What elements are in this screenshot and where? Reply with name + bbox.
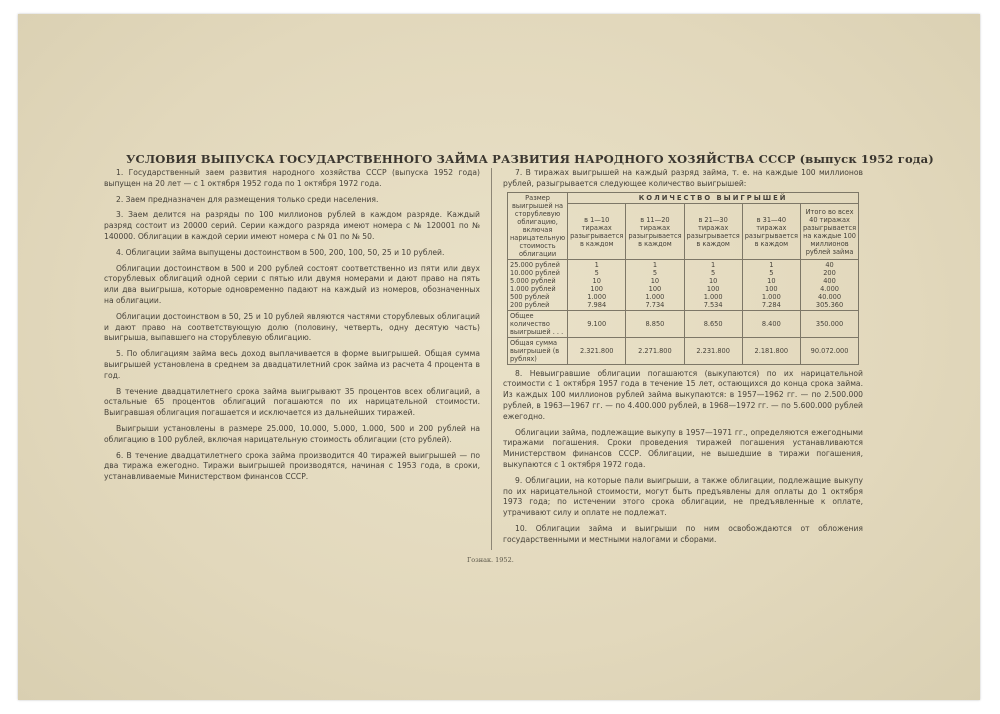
paragraph: 5. По облигациям займа весь доход выплачивается в форме выигрышей. Общая сумма выигрышей установлена в среднем за двадцатилетний срок займа из расчета 4 процента в год. (104, 349, 480, 380)
table-row: Общее количество выигрышей . . . 9.100 8.850 8.650 8.400 350.000 (508, 310, 859, 337)
paragraph: Облигации достоинством в 500 и 200 рублей состоят соответственно из пяти или двух сторублевых облигаций одной серии с пятью или двумя номерами и дают право на пять или два выигрыша, которые одновременно падают на каждый из номеров, обозначенных на облигации. (104, 263, 480, 305)
table-cells: 1 5 10 100 1.000 7.284 (742, 259, 800, 310)
paragraph: 7. В тиражах выигрышей на каждый разряд займа, т. е. на каждые 100 миллионов рублей, разыгрывается следующее количество выигрышей: (503, 168, 863, 188)
table-group-header: КОЛИЧЕСТВО ВЫИГРЫШЕЙ (568, 192, 859, 204)
right-column (503, 168, 863, 551)
left-column (104, 168, 480, 488)
paragraph: Облигации займа, подлежащие выкупу в 1957—1971 гг., определяются ежегодными тиражами погашения. Сроки проведения тиражей погашения устанавливаются Министерством финансов СССР. Облигации, не вышедшие в тиражи погашения, выкупаются с 1 октября 1972 года. (503, 427, 863, 469)
table-header-prize-size: Размер выигрышей на сторублевую облигацию, включая нарицательную стоимость облигации (508, 192, 568, 259)
paragraph: 4. Облигации займа выпущены достоинством в 500, 200, 100, 50, 25 и 10 рублей. (116, 247, 445, 257)
paragraph: 3. Заем делится на разряды по 100 миллионов рублей в каждом разряде. Каждый разряд состоит из 20000 серий. Серии каждого разряда имеют номера с № 120001 по № 140000. Облигации в каждой серии имеют номера с № 01 по № 50. (104, 210, 480, 241)
table-cells: 1 5 10 100 1.000 7.734 (626, 259, 684, 310)
paragraph: 10. Облигации займа и выигрыши по ним освобождаются от обложения государственными и местными налогами и сборами. (503, 523, 863, 544)
paragraph: 9. Облигации, на которые пали выигрыши, а также облигации, подлежащие выкупу по их нарицательной стоимости, могут быть предъявлены для оплаты до 1 октября 1973 года; по истечении этого срока облигации, не предъявленные к оплате, утрачивают силу и оплате не подлежат. (503, 475, 863, 518)
paragraph: Облигации достоинством в 50, 25 и 10 рублей являются частями сторублевых облигаций и дают право на соответствующую долю (половину, четверть, одну десятую часть) выигрыша, выпавшего на сторублевую облигацию. (104, 311, 480, 343)
table-cells: 1 5 10 100 1.000 7.534 (684, 259, 742, 310)
table-column-header: Итого во всех 40 тиражах разыгрывается на каждые 100 миллионов рублей займа (800, 204, 858, 259)
page-title: УСЛОВИЯ ВЫПУСКА ГОСУДАРСТВЕННОГО ЗАЙМА РАЗВИТИЯ НАРОДНОГО ХОЗЯЙСТВА СССР (выпуск 1952 года) (126, 152, 934, 166)
paragraph: 2. Заем предназначен для размещения только среди населения. (116, 194, 379, 204)
table-row-labels: 25.000 рублей 10.000 рублей 5.000 рублей 1.000 рублей 500 рублей 200 рублей (508, 259, 568, 310)
table-column-header: в 11—20 тиражах разыгрывается в каждом (626, 204, 684, 259)
paragraph: В течение двадцатилетнего срока займа выигрывают 35 процентов всех облигаций, а остальные 65 процентов облигаций погашаются по их нарицательной стоимости. Выигравшая облигация погашается и исключается из дальнейших тиражей. (104, 386, 480, 418)
paragraph: 1. Государственный заем развития народного хозяйства СССР (выпуска 1952 года) выпущен на 20 лет — с 1 октября 1952 года по 1 октября 1972 года. (104, 168, 480, 188)
paragraph: 8. Невыигравшие облигации погашаются (выкупаются) по их нарицательной стоимости с 1 октября 1957 года в течение 15 лет, остающихся до конца срока займа. Из каждых 100 миллионов рублей займа выкупаются: в 1957—1962 гг. — по 2.500.000 рублей, в 1963—1967 гг. — по 4.400.000 рублей, в 1968—1972 гг. — по 5.600.000 рублей ежегодно. (503, 368, 863, 421)
table-row: Общая сумма выигрышей (в рублях) 2.321.800 2.271.800 2.231.800 2.181.800 90.072.000 (508, 337, 859, 364)
printer-imprint: Гознак. 1952. (467, 556, 514, 564)
column-divider (491, 168, 492, 550)
table-column-header: в 1—10 тиражах разыгрывается в каждом (568, 204, 626, 259)
table-column-header: в 31—40 тиражах разыгрывается в каждом (742, 204, 800, 259)
winnings-table (507, 192, 859, 365)
table-cells: 1 5 10 100 1.000 7.984 (568, 259, 626, 310)
table-cells: 40 200 400 4.000 40.000 305.360 (800, 259, 858, 310)
paragraph: 6. В течение двадцатилетнего срока займа производится 40 тиражей выигрышей — по два тиража ежегодно. Тиражи выигрышей производятся, начиная с 1953 года, в сроки, устанавливаемые Министерством финансов СССР. (104, 450, 480, 482)
paragraph: Выигрыши установлены в размере 25.000, 10.000, 5.000, 1.000, 500 и 200 рублей на облигацию в 100 рублей, включая нарицательную стоимость облигации (сто рублей). (104, 423, 480, 444)
table-column-header: в 21—30 тиражах разыгрывается в каждом (684, 204, 742, 259)
